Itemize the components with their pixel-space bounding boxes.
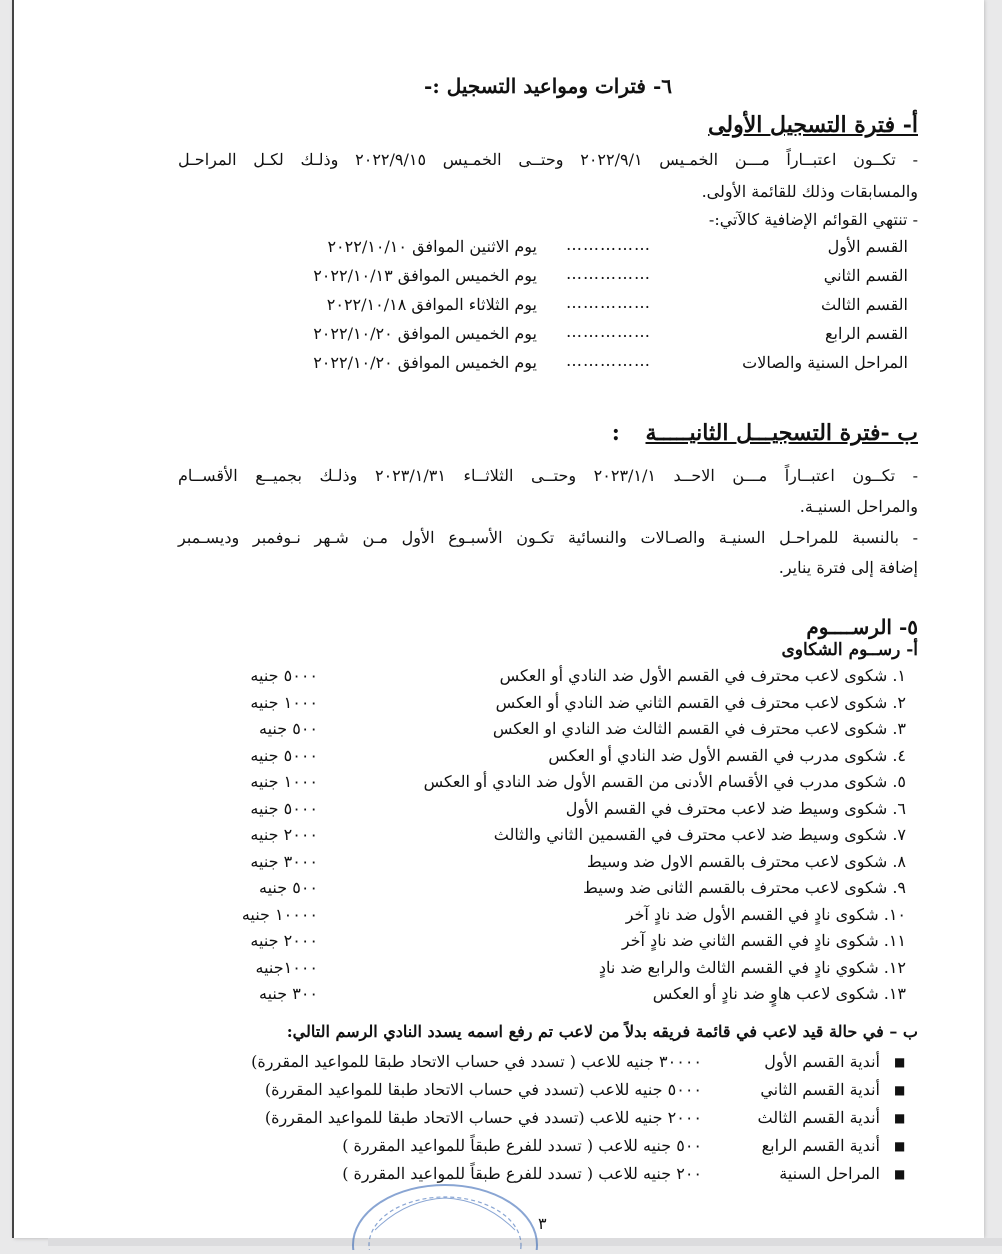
complaint-item-text: ٢. شكوى لاعب محترف في القسم الثاني ضد النادي أو العكس [495, 692, 906, 712]
complaint-item-fee: ٥٠٠٠ جنيه [250, 798, 318, 818]
section6-b-para2-line2: إضافة إلى فترة يناير. [778, 558, 918, 577]
section6-a-para2: - تنتهي القوائم الإضافية كالآتي:- [708, 210, 918, 229]
section5-a-heading: أ- رســوم الشكاوى [781, 640, 918, 660]
replacement-item-label: أندية القسم الرابع [761, 1136, 880, 1155]
deadline-row-date: يوم الخميس الموافق ٢٠٢٢/١٠/٢٠ [313, 353, 537, 372]
bullet-square-icon: ■ [894, 1055, 906, 1069]
replacement-item-fee: ٣٠٠٠٠ جنيه للاعب ( تسدد في حساب الاتحاد طبقا للمواعيد المقررة) [251, 1052, 702, 1071]
complaint-item-fee: ٣٠٠ جنيه [259, 984, 318, 1003]
complaint-item-text: ٩. شكوى لاعب محترف بالقسم الثانى ضد وسيط [583, 878, 906, 897]
section6-b-heading-wrap [612, 420, 918, 446]
complaint-item-text: ١. شكوى لاعب محترف في القسم الأول ضد النادي أو العكس [499, 666, 906, 685]
bullet-square-icon: ■ [894, 1111, 906, 1125]
replacement-item-label: أندية القسم الثالث [757, 1108, 880, 1127]
deadline-row-dots: …………… [566, 264, 651, 283]
complaint-item-fee: ٥٠٠٠ جنيه [250, 745, 318, 765]
deadline-row-label: القسم الثاني [823, 266, 908, 285]
complaint-item-fee: ٢٠٠٠ جنيه [250, 825, 318, 844]
replacement-item-fee: ٢٠٠٠ جنيه للاعب (تسدد في حساب الاتحاد طبقا للمواعيد المقررة) [264, 1108, 702, 1127]
page-number: ٣ [538, 1214, 547, 1233]
replacement-item-fee: ٢٠٠ جنيه للاعب ( تسدد للفرع طبقاً للمواعيد المقررة ) [342, 1164, 702, 1183]
deadline-row-label: القسم الرابع [825, 324, 908, 343]
section6-a-heading: أ- فترة التسجيل الأولى [708, 112, 918, 138]
deadline-row-label: القسم الثالث [820, 295, 908, 314]
section6-a-para1-line1: - تكــون اعتبــاراً مـــن الخمـيس ٢٠٢٢/٩/١ وحتــى الخمـيس ٢٠٢٢/٩/١٥ وذلـك لكـل المراحـل [178, 150, 918, 169]
deadline-row-date: يوم الخميس الموافق ٢٠٢٢/١٠/٢٠ [313, 324, 537, 343]
complaint-item-text: ٦. شكوى وسيط ضد لاعب محترف في القسم الأول [565, 798, 906, 818]
complaint-item-fee: ٣٠٠٠ جنيه [250, 851, 318, 871]
deadline-row-dots: …………… [566, 293, 651, 312]
complaint-item-text: ٥. شكوى مدرب في الأقسام الأدنى من القسم الأول ضد النادي أو العكس [423, 772, 906, 791]
bullet-square-icon: ■ [894, 1167, 906, 1181]
bullet-square-icon: ■ [894, 1139, 906, 1153]
page-edge-line [12, 0, 14, 1238]
replacement-item-label: أندية القسم الأول [764, 1052, 880, 1071]
section6-b-heading: ب -فترة التسجيـــل الثانيـــــة [645, 420, 918, 446]
replacement-item-label: المراحل السنية [779, 1164, 880, 1183]
stamp-seal-icon [345, 1170, 545, 1250]
complaint-item-fee: ١٠٠٠٠ جنيه [241, 904, 318, 924]
bullet-square-icon: ■ [894, 1083, 906, 1097]
deadline-row-label: القسم الأول [827, 237, 908, 256]
replacement-item-fee: ٥٠٠ جنيه للاعب ( تسدد للفرع طبقاً للمواعيد المقررة ) [342, 1136, 702, 1155]
complaint-item-fee: ١٠٠٠جنيه [255, 957, 318, 977]
complaint-item-text: ٤. شكوى مدرب في القسم الأول ضد النادي أو العكس [548, 745, 906, 765]
replacement-item-fee: ٥٠٠٠ جنيه للاعب (تسدد في حساب الاتحاد طبقا للمواعيد المقررة) [264, 1080, 702, 1099]
section5-title: ٥- الرســــوم [806, 615, 918, 639]
complaint-item-fee: ٥٠٠ جنيه [259, 878, 318, 897]
deadline-row-date: يوم الثلاثاء الموافق ٢٠٢٢/١٠/١٨ [326, 295, 537, 314]
replacement-item-label: أندية القسم الثاني [760, 1080, 880, 1099]
deadline-row-dots: …………… [566, 322, 651, 341]
section6-b-para2-line1: - بالنسبة للمراحـل السنيـة والصـالات والنسائية تكـون الأسبـوع الأول مـن شـهر نـوفمبر وديسـمبر [178, 528, 918, 547]
complaint-item-text: ١١. شكوى نادٍ في القسم الثاني ضد نادٍ آخر [621, 931, 906, 950]
complaint-item-fee: ٥٠٠٠ جنيه [250, 666, 318, 685]
section5-b-heading: ب – في حالة قيد لاعب في قائمة فريقه بدلاً من لاعب تم رفع اسمه يسدد النادي الرسم التالي: [286, 1022, 918, 1041]
deadline-row-dots: …………… [566, 351, 651, 370]
deadline-row-dots: …………… [566, 235, 651, 254]
complaint-item-fee: ٥٠٠ جنيه [259, 719, 318, 738]
deadline-row-label: المراحل السنية والصالات [742, 353, 908, 372]
complaint-item-fee: ١٠٠٠ جنيه [250, 772, 318, 791]
section6-b-para1-line1: - تكــون اعتبــاراً مـــن الاحــد ٢٠٢٣/١/١ وحتــى الثلاثــاء ٢٠٢٣/١/٣١ وذلـك بجميــع الأقســام [178, 466, 918, 485]
complaint-item-text: ١٢. شكوي نادٍ في القسم الثالث والرابع ضد نادٍ [598, 957, 906, 977]
complaint-item-text: ١٣. شكوى لاعب هاوٍ ضد نادٍ أو العكس [652, 984, 906, 1003]
complaint-item-text: ١٠. شكوى نادٍ في القسم الأول ضد نادٍ آخر [625, 904, 906, 924]
section6-b-para1-line2: والمراحل السنيـة. [799, 497, 918, 516]
complaint-item-fee: ١٠٠٠ جنيه [250, 692, 318, 712]
section6-a-para1-line2: والمسابقات وذلك للقائمة الأولى. [701, 182, 918, 201]
section6-b-heading-suffix: : [611, 420, 620, 446]
complaint-item-fee: ٢٠٠٠ جنيه [250, 931, 318, 950]
complaint-item-text: ٣. شكوى لاعب محترف في القسم الثالث ضد النادي او العكس [492, 719, 906, 738]
complaint-item-text: ٧. شكوى وسيط ضد لاعب محترف في القسمين الثاني والثالث [493, 825, 906, 844]
deadline-row-date: يوم الخميس الموافق ٢٠٢٢/١٠/١٣ [313, 266, 537, 285]
deadline-row-date: يوم الاثنين الموافق ٢٠٢٢/١٠/١٠ [327, 237, 537, 256]
section6-title: ٦- فترات ومواعيد التسجيل :- [424, 74, 672, 98]
complaint-item-text: ٨. شكوى لاعب محترف بالقسم الاول ضد وسيط [586, 851, 906, 871]
